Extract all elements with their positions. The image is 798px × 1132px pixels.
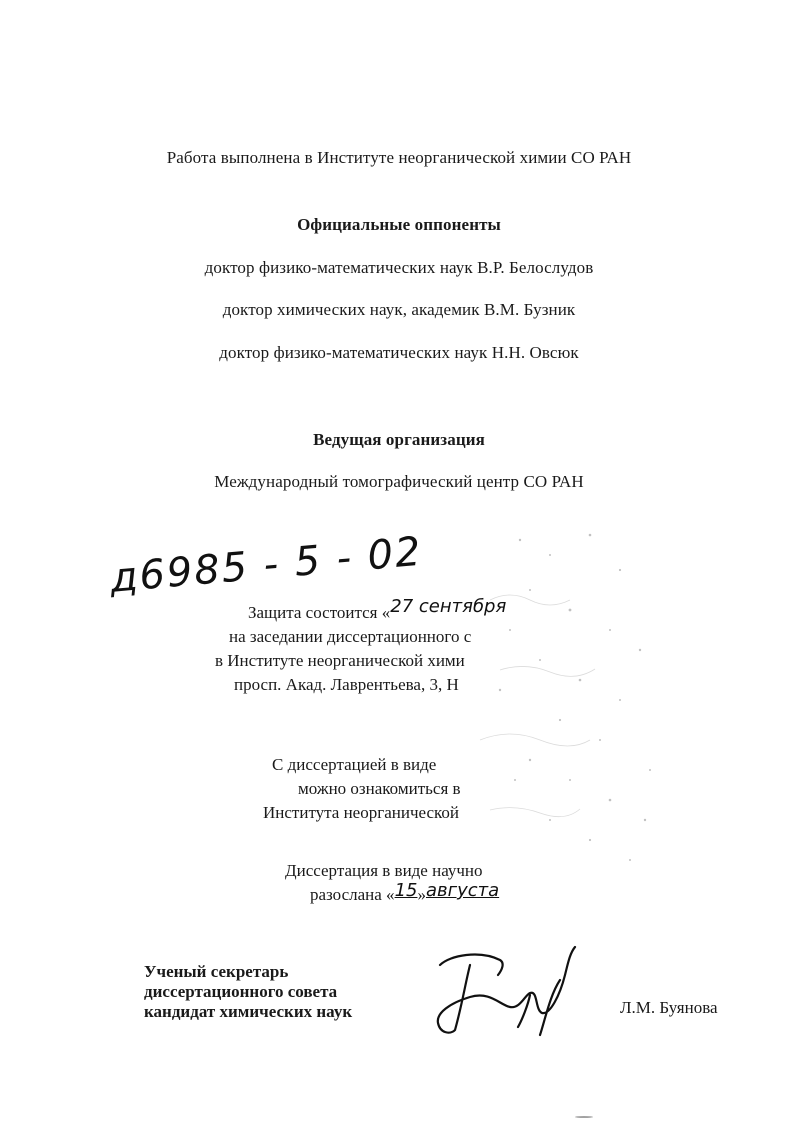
- secretary-line-2: диссертационного совета: [144, 982, 338, 1001]
- secretary-name: Л.М. Буянова: [620, 998, 718, 1017]
- scan-noise: [470, 520, 770, 920]
- defense-line-4: просп. Акад. Лаврентьева, 3, Н: [234, 675, 459, 694]
- defense-handwritten-date: 27 сентября: [390, 596, 507, 617]
- opponent-3: доктор физико-математических наук Н.Н. Овсюк: [219, 343, 579, 362]
- mailed-handwritten-day: 15: [394, 880, 418, 901]
- defense-line-1: [248, 596, 507, 623]
- library-line-3: Института неорганической: [263, 803, 459, 822]
- opponent-1: доктор физико-математических наук В.Р. Белослудов: [204, 258, 594, 277]
- scan-speck: [575, 1116, 593, 1118]
- lead-org-heading: Ведущая организация: [313, 430, 485, 449]
- library-line-1: С диссертацией в виде: [272, 755, 437, 774]
- defense-line-2: на заседании диссертационного с: [229, 627, 472, 646]
- opponents-heading: Официальные оппоненты: [297, 215, 501, 234]
- secretary-line-1: Ученый секретарь: [144, 962, 289, 981]
- lead-org-name: Международный томографический центр СО РАН: [214, 472, 584, 491]
- handwritten-registration-number: д6985 - 5 - 02: [108, 528, 425, 602]
- mailed-line-2: [310, 880, 500, 905]
- secretary-line-3: кандидат химических наук: [144, 1002, 353, 1021]
- mailed-line-2-mid: »: [417, 885, 426, 904]
- mailed-handwritten-month: августа: [425, 880, 500, 901]
- opponent-2: доктор химических наук, академик В.М. Бузник: [222, 300, 576, 319]
- signature-icon: [410, 935, 590, 1045]
- mailed-line-2-prefix: разослана «: [310, 885, 395, 904]
- mailed-line-1: Диссертация в виде научно: [285, 861, 483, 880]
- institute-line: Работа выполнена в Институте неорганической химии СО РАН: [166, 148, 632, 167]
- defense-line-1-text: Защита состоится «: [248, 603, 391, 622]
- library-line-2: можно ознакомиться в: [298, 779, 461, 798]
- defense-line-3: в Институте неорганической хими: [215, 651, 465, 670]
